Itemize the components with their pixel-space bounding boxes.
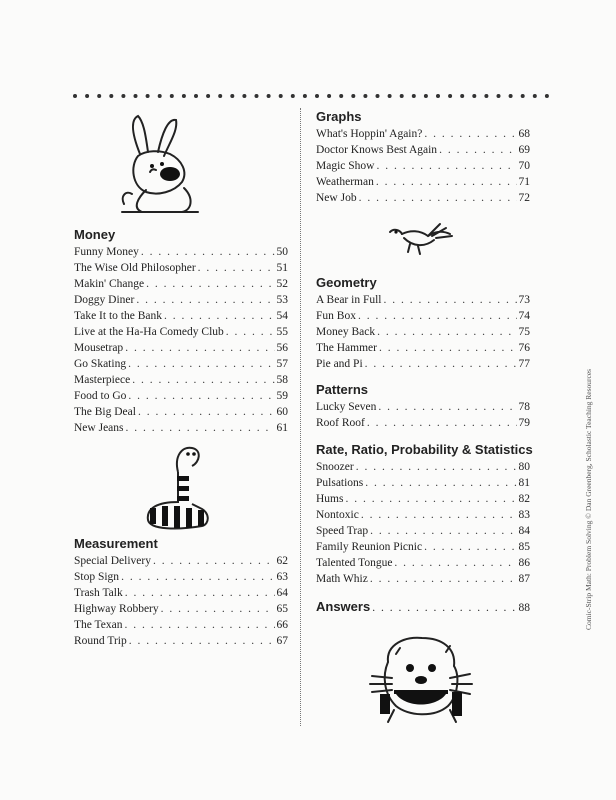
entry-page: 57 [276,358,288,370]
dot-leader [370,571,517,587]
dot-leader [394,555,516,571]
rule-dot [327,94,331,98]
snake-icon [138,442,212,532]
side-credit [584,250,604,630]
entry-title: Highway Robbery [74,603,159,615]
dot-leader [125,340,274,356]
entry-page: 53 [276,294,288,306]
toc-entry [316,571,530,587]
entry-title: Fun Box [316,310,356,322]
dot-leader [376,158,516,174]
rule-dot [279,94,283,98]
toc-entry [74,324,288,340]
dot-leader [136,292,274,308]
entry-page: 64 [276,587,288,599]
dot-leader [358,308,517,324]
rule-dot [315,94,319,98]
rule-dot [158,94,162,98]
toc-entry [316,491,530,507]
rule-dot [448,94,452,98]
dot-leader [146,276,274,292]
entry-page: 71 [518,176,530,188]
toc-entry [316,399,530,415]
section-heading: Patterns [316,382,369,397]
entry-title: Math Whiz [316,573,368,585]
rule-dot [436,94,440,98]
dot-leader [365,475,516,491]
rule-dot [146,94,150,98]
toc-entry [316,142,530,158]
entry-title: Round Trip [74,635,127,647]
entry-title: Pie and Pi [316,358,363,370]
rabbit-icon [112,112,206,218]
toc-entry [74,633,288,649]
dot-leader [121,569,274,585]
dot-leader [128,388,274,404]
entry-page: 65 [276,603,288,615]
entry-page: 78 [518,401,530,413]
dot-leader [226,324,275,340]
toc-entry [316,126,530,142]
rule-dot [85,94,89,98]
toc-entry [316,308,530,324]
entry-title: The Wise Old Philosopher [74,262,196,274]
rule-dot [363,94,367,98]
entry-title: Funny Money [74,246,139,258]
dot-leader [124,617,274,633]
dot-leader [138,404,275,420]
entry-page: 69 [518,144,530,156]
toc-entry [74,585,288,601]
rule-dot [351,94,355,98]
rule-dot [194,94,198,98]
walrus-icon [366,632,476,724]
dot-leader [370,523,516,539]
entry-page: 56 [276,342,288,354]
section-patterns [316,381,530,431]
toc-entry [316,507,530,523]
credit-text: Comic-Strip Math: Problem Solving © Dan Greenberg, Scholastic Teaching Resources [584,368,593,630]
entry-title: Magic Show [316,160,375,172]
entry-page: 68 [518,128,530,140]
entry-page: 74 [518,310,530,322]
entry-page: 79 [518,417,530,429]
entry-title: New Jeans [74,422,124,434]
entry-title: Family Reunion Picnic [316,541,423,553]
rule-dot [73,94,77,98]
entry-title: A Bear in Full [316,294,382,306]
toc-entry [316,324,530,340]
entry-title: Nontoxic [316,509,359,521]
toc-entry [74,617,288,633]
answers-entry [316,598,530,616]
rule-dot [412,94,416,98]
section-heading: Measurement [74,536,158,551]
entry-title: Doctor Knows Best Again [316,144,438,156]
entry-title: Stop Sign [74,571,120,583]
toc-entry [74,420,288,436]
entry-title: Lucky Seven [316,401,377,413]
section-statistics [316,441,533,587]
entry-title: Masterpiece [74,374,131,386]
section-geometry [316,274,530,372]
entry-page: 80 [518,461,530,473]
entry-page: 52 [276,278,288,290]
dot-leader [424,126,516,142]
entry-page: 61 [276,422,288,434]
entry-page: 86 [518,557,530,569]
section-money [74,226,288,436]
rule-dot [230,94,234,98]
entry-title: Doggy Diner [74,294,135,306]
toc-entry [316,356,530,372]
toc-entry [74,569,288,585]
entry-page: 70 [518,160,530,172]
dot-leader [356,459,517,475]
section-measurement [74,535,288,649]
entry-page: 81 [518,477,530,489]
entry-title: Snoozer [316,461,354,473]
entry-title: The Hammer [316,342,377,354]
rule-dot [121,94,125,98]
entry-page: 77 [518,358,530,370]
entry-title: Food to Go [74,390,127,402]
rule-dot [291,94,295,98]
rule-dot [134,94,138,98]
column-divider [300,108,301,726]
dot-leader [132,372,274,388]
entry-page: 67 [276,635,288,647]
rule-dot [97,94,101,98]
section-graphs [316,108,530,206]
toc-entry [74,404,288,420]
rule-dot [255,94,259,98]
rule-dot [303,94,307,98]
dot-leader [378,399,516,415]
rule-dot [206,94,210,98]
answers-title: Answers [316,599,371,614]
dot-leader [141,244,275,260]
entry-title: Trash Talk [74,587,123,599]
toc-entry [74,308,288,324]
entry-page: 76 [518,342,530,354]
rule-dot [339,94,343,98]
dot-leader [345,491,516,507]
rule-dot [170,94,174,98]
rule-dot [267,94,271,98]
dot-leader [164,308,275,324]
entry-title: Money Back [316,326,376,338]
dot-leader [126,420,275,436]
toc-entry [316,174,530,190]
entry-title: New Job [316,192,357,204]
entry-page: 51 [276,262,288,274]
toc-entry [74,292,288,308]
entry-title: Roof Roof [316,417,365,429]
rule-dot [533,94,537,98]
entry-page: 59 [276,390,288,402]
dot-leader [125,585,275,601]
dot-leader [367,415,517,431]
entry-title: Pulsations [316,477,364,489]
toc-entry [316,523,530,539]
toc-entry [316,340,530,356]
dot-leader [361,507,517,523]
toc-entry [74,340,288,356]
section-heading: Rate, Ratio, Probability & Statistics [316,442,533,457]
dot-leader [379,340,517,356]
entry-page: 63 [276,571,288,583]
entry-title: Talented Tongue [316,557,393,569]
entry-page: 75 [518,326,530,338]
toc-entry [74,276,288,292]
toc-entry [316,292,530,308]
rule-dot [109,94,113,98]
entry-page: 55 [276,326,288,338]
toc-entry [74,244,288,260]
toc-entry [74,601,288,617]
rule-dot [400,94,404,98]
toc-entry [74,388,288,404]
entry-page: 62 [276,555,288,567]
toc-entry [74,356,288,372]
entry-page: 54 [276,310,288,322]
entry-title: Go Skating [74,358,127,370]
entry-page: 60 [276,406,288,418]
section-heading: Geometry [316,275,377,290]
dot-leader [424,539,516,555]
rule-dot [376,94,380,98]
entry-page: 72 [518,192,530,204]
answers-page: 88 [518,602,530,614]
toc-entry [316,555,530,571]
entry-title: Take It to the Bank [74,310,162,322]
entry-page: 85 [518,541,530,553]
entry-title: Special Delivery [74,555,151,567]
entry-title: The Big Deal [74,406,136,418]
toc-entry [74,553,288,569]
entry-page: 66 [276,619,288,631]
rule-dot [472,94,476,98]
dot-leader [365,356,517,372]
rule-dot [521,94,525,98]
rule-dot [460,94,464,98]
entry-title: Live at the Ha-Ha Comedy Club [74,326,224,338]
entry-page: 87 [518,573,530,585]
rule-dot [182,94,186,98]
rule-dot [218,94,222,98]
entry-title: What's Hoppin' Again? [316,128,423,140]
entry-page: 83 [518,509,530,521]
dot-leader [376,174,517,190]
entry-title: The Texan [74,619,123,631]
section-heading: Graphs [316,109,362,124]
dotted-rule [72,92,552,100]
entry-title: Weatherman [316,176,374,188]
entry-title: Mousetrap [74,342,124,354]
entry-page: 82 [518,493,530,505]
dot-leader [359,190,517,206]
entry-page: 84 [518,525,530,537]
rule-dot [388,94,392,98]
toc-entry [316,539,530,555]
entry-title: Speed Trap [316,525,369,537]
entry-page: 50 [276,246,288,258]
rule-dot [545,94,549,98]
entry-page: 73 [518,294,530,306]
rule-dot [424,94,428,98]
dot-leader [372,599,516,616]
section-heading: Money [74,227,116,242]
dot-leader [377,324,516,340]
entry-title: Hums [316,493,344,505]
dot-leader [153,553,275,569]
bird-icon [384,218,456,258]
rule-dot [242,94,246,98]
dot-leader [129,633,275,649]
rule-dot [497,94,501,98]
dot-leader [161,601,275,617]
dot-leader [128,356,274,372]
toc-entry [74,372,288,388]
toc-entry [74,260,288,276]
dot-leader [384,292,517,308]
entry-title: Makin' Change [74,278,145,290]
rule-dot [509,94,513,98]
toc-entry [316,459,530,475]
toc-entry [316,190,530,206]
dot-leader [198,260,275,276]
entry-page: 58 [276,374,288,386]
toc-entry [316,158,530,174]
dot-leader [439,142,516,158]
toc-entry [316,475,530,491]
rule-dot [484,94,488,98]
toc-entry [316,415,530,431]
